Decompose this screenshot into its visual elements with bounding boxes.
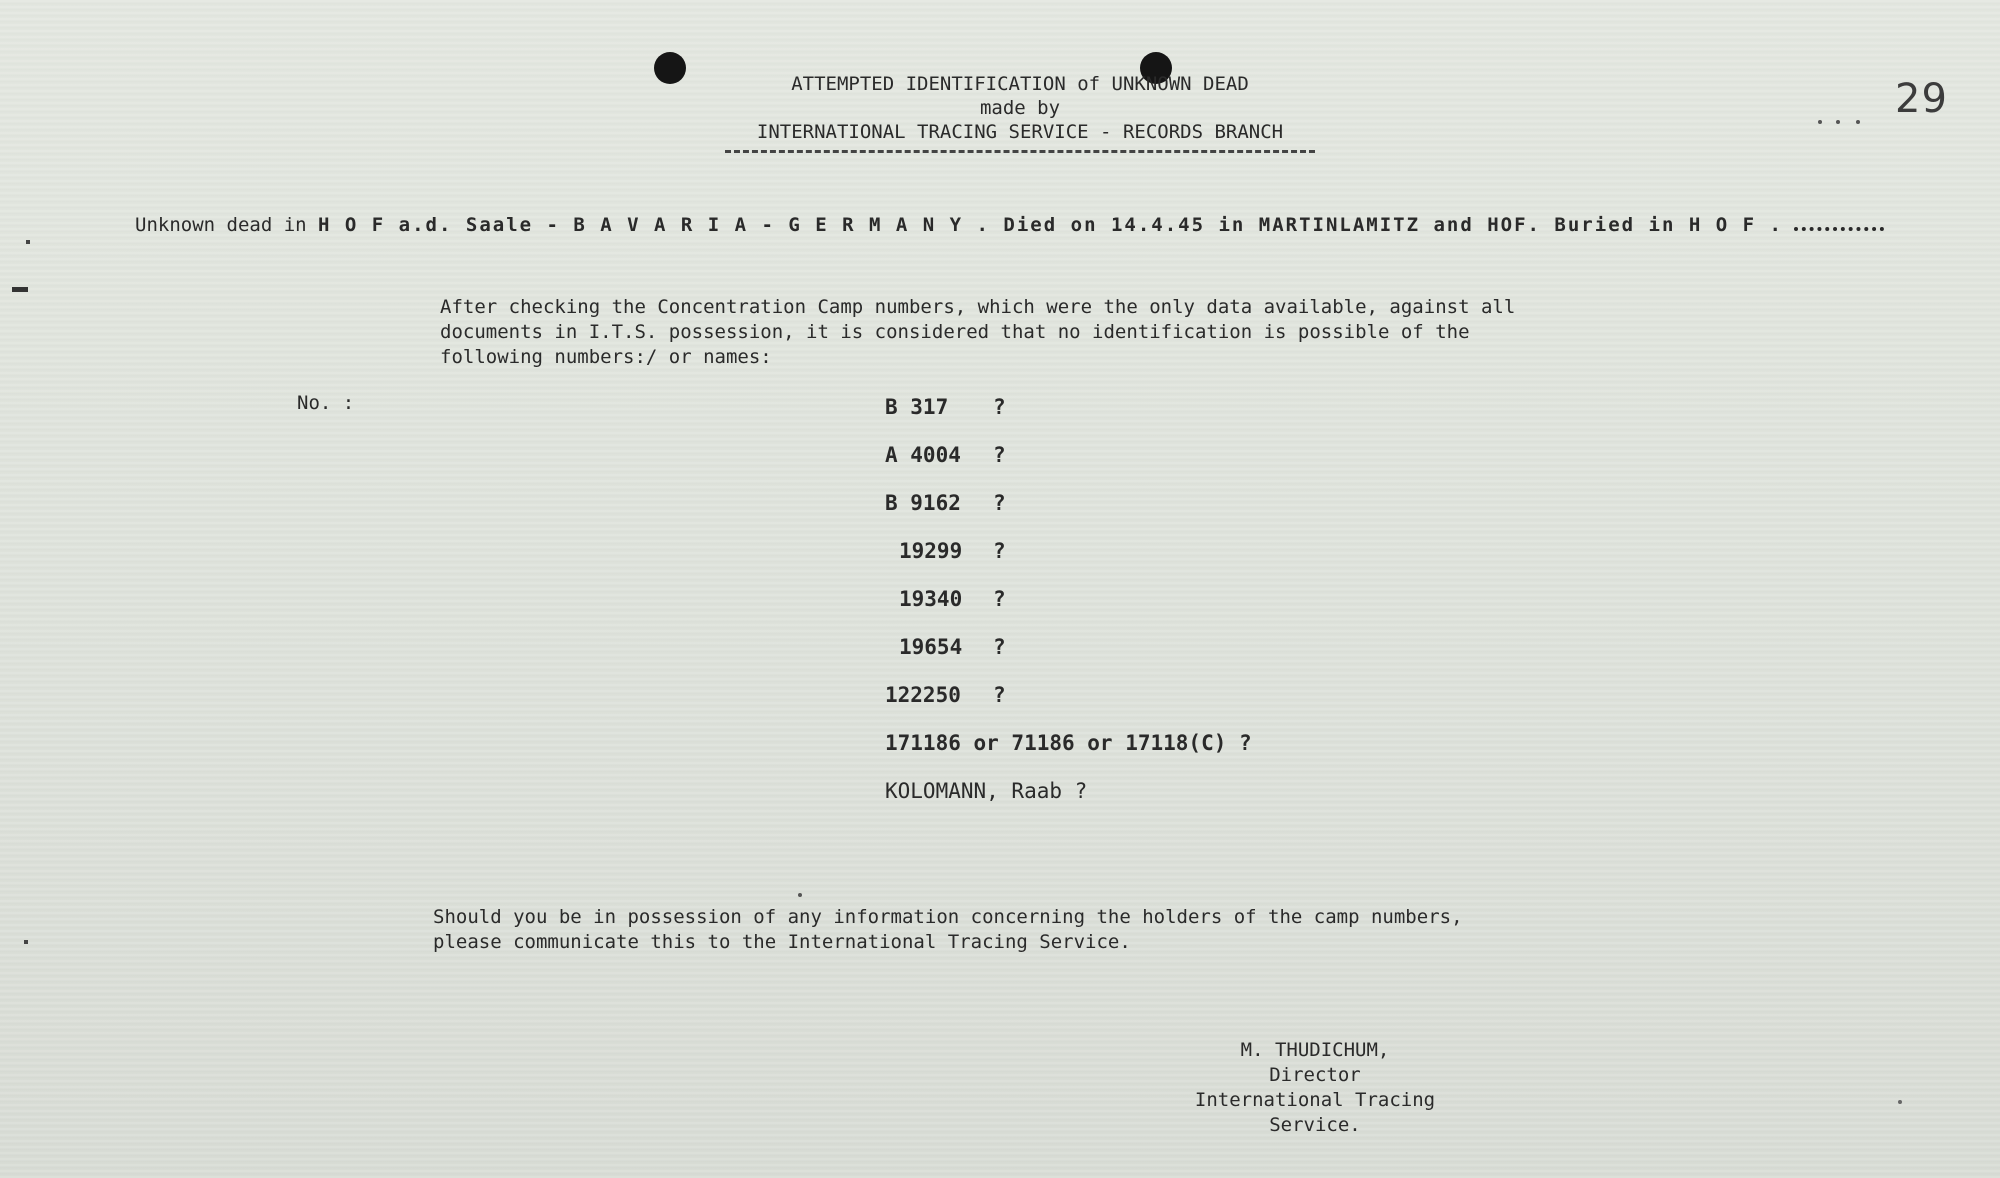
unknown-dead-location: H O F a.d. Saale - B A V A R I A - G E R M A N Y . Died on 14.4.45 in MARTINLAMITZ and HOF. Buried in H O F . — [318, 214, 1783, 236]
entry-mark: ? — [993, 491, 1006, 515]
entry-mark: ? — [993, 587, 1006, 611]
entry-value: 19340 — [899, 587, 963, 611]
list-item — [885, 779, 1252, 827]
entry-mark: ? — [993, 539, 1006, 563]
list-item — [885, 491, 1252, 539]
signature-block — [1150, 1038, 1480, 1138]
paragraph1-line: After checking the Concentration Camp numbers, which were the only data available, against all — [440, 296, 1516, 318]
signatory-organization: International Tracing Service. — [1194, 1089, 1436, 1136]
header-title: ATTEMPTED IDENTIFICATION of UNKNOWN DEAD — [791, 73, 1249, 95]
dotted-leader — [1794, 227, 1884, 231]
entry-mark: ? — [993, 635, 1006, 659]
entry-mark: ? — [993, 443, 1006, 467]
list-item — [885, 587, 1252, 635]
number-list — [885, 395, 1252, 827]
list-item — [885, 635, 1252, 683]
entry-value: 171186 or 71186 or 17118(C) ? — [885, 731, 1252, 755]
paragraph1-line: documents in I.T.S. possession, it is considered that no identification is possible of the — [440, 321, 1470, 343]
entry-value: 122250 — [885, 683, 961, 707]
list-item — [885, 539, 1252, 587]
header-organization: INTERNATIONAL TRACING SERVICE - RECORDS BRANCH — [756, 121, 1284, 143]
document-header — [700, 72, 1340, 153]
page-number: 29 — [1895, 76, 1948, 122]
list-item — [885, 443, 1252, 491]
paragraph2-line: Should you be in possession of any information concerning the holders of the camp numbers, — [433, 906, 1463, 928]
list-item — [885, 395, 1252, 443]
list-item — [885, 683, 1252, 731]
entry-mark: ? — [993, 683, 1006, 707]
checking-paragraph — [440, 295, 1660, 370]
entry-value: 19299 — [899, 539, 963, 563]
entry-value: A 4004 — [885, 443, 961, 467]
entry-value: 19654 — [899, 635, 963, 659]
paragraph2-line: please communicate this to the International Tracing Service. — [433, 931, 1131, 953]
request-paragraph — [433, 905, 1713, 955]
header-underline — [725, 150, 1315, 153]
number-label: No. : — [297, 392, 355, 414]
header-made-by: made by — [979, 97, 1061, 119]
list-item — [885, 731, 1252, 779]
unknown-dead-line — [135, 214, 1865, 236]
punch-hole-left — [654, 52, 686, 84]
entry-mark: ? — [993, 395, 1006, 419]
unknown-dead-label: Unknown dead in — [135, 214, 307, 236]
signatory-title: Director — [1269, 1064, 1361, 1086]
entry-value: B 9162 — [885, 491, 961, 515]
entry-value: B 317 — [885, 395, 949, 419]
signatory-name: M. THUDICHUM, — [1240, 1039, 1390, 1061]
paragraph1-line: following numbers:/ or names: — [440, 346, 772, 368]
entry-value: KOLOMANN, Raab ? — [885, 779, 1088, 803]
